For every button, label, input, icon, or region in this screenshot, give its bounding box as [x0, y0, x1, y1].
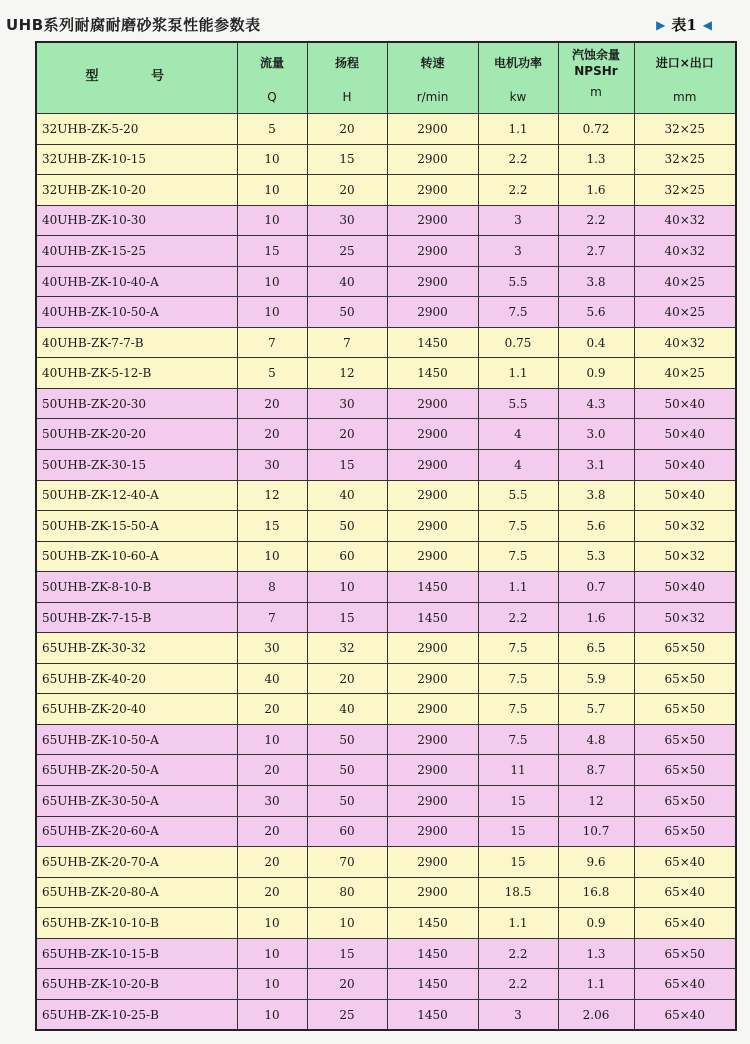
- head-cell: 25: [307, 236, 387, 267]
- motor-power-cell: 2.2: [478, 602, 558, 633]
- speed-cell: 2900: [387, 633, 478, 664]
- inlet-outlet-cell: 65×40: [634, 999, 736, 1030]
- npshr-cell: 5.7: [558, 694, 634, 725]
- triangle-left-icon: ◀: [702, 17, 712, 32]
- flow-cell: 30: [237, 450, 307, 481]
- flow-cell: 20: [237, 877, 307, 908]
- flow-cell: 15: [237, 511, 307, 542]
- motor-power-cell: 7.5: [478, 541, 558, 572]
- npshr-cell: 2.2: [558, 205, 634, 236]
- motor-power-cell: 7.5: [478, 694, 558, 725]
- head-cell: 30: [307, 388, 387, 419]
- flow-cell: 10: [237, 175, 307, 206]
- model-cell: 40UHB-ZK-10-40-A: [36, 266, 237, 297]
- model-cell: 65UHB-ZK-20-80-A: [36, 877, 237, 908]
- flow-cell: 30: [237, 786, 307, 817]
- flow-cell: 7: [237, 602, 307, 633]
- page-title: UHB系列耐腐耐磨砂浆泵性能参数表: [6, 16, 261, 34]
- model-cell: 65UHB-ZK-20-60-A: [36, 816, 237, 847]
- motor-power-cell: 1.1: [478, 358, 558, 389]
- speed-cell: 1450: [387, 969, 478, 1000]
- head-cell: 80: [307, 877, 387, 908]
- head-cell: 10: [307, 572, 387, 603]
- head-cell: 40: [307, 480, 387, 511]
- table-row: [36, 266, 736, 297]
- motor-power-cell: 15: [478, 816, 558, 847]
- npshr-cell: 8.7: [558, 755, 634, 786]
- npshr-cell: 1.6: [558, 175, 634, 206]
- motor-power-cell: 3: [478, 236, 558, 267]
- model-cell: 40UHB-ZK-7-7-B: [36, 327, 237, 358]
- speed-cell: 2900: [387, 266, 478, 297]
- speed-cell: 2900: [387, 297, 478, 328]
- column-header-speed: 转速 r/min: [387, 42, 478, 114]
- inlet-outlet-cell: 40×32: [634, 327, 736, 358]
- npshr-cell: 1.6: [558, 602, 634, 633]
- motor-power-cell: 7.5: [478, 724, 558, 755]
- head-cell: 50: [307, 786, 387, 817]
- npshr-cell: 5.6: [558, 511, 634, 542]
- motor-power-cell: 4: [478, 419, 558, 450]
- speed-cell: 2900: [387, 541, 478, 572]
- head-cell: 50: [307, 755, 387, 786]
- inlet-outlet-cell: 50×40: [634, 388, 736, 419]
- flow-cell: 10: [237, 969, 307, 1000]
- table-row: [36, 999, 736, 1030]
- inlet-outlet-cell: 65×40: [634, 847, 736, 878]
- head-cell: 32: [307, 633, 387, 664]
- table-row: [36, 663, 736, 694]
- table-row: [36, 633, 736, 664]
- motor-power-cell: 2.2: [478, 175, 558, 206]
- model-cell: 50UHB-ZK-15-50-A: [36, 511, 237, 542]
- npshr-cell: 0.72: [558, 114, 634, 145]
- model-cell: 65UHB-ZK-10-20-B: [36, 969, 237, 1000]
- table-row: [36, 144, 736, 175]
- table-row: [36, 419, 736, 450]
- inlet-outlet-cell: 65×50: [634, 786, 736, 817]
- model-cell: 32UHB-ZK-10-20: [36, 175, 237, 206]
- model-cell: 50UHB-ZK-8-10-B: [36, 572, 237, 603]
- motor-power-cell: 5.5: [478, 388, 558, 419]
- motor-power-cell: 5.5: [478, 266, 558, 297]
- table-row: [36, 755, 736, 786]
- inlet-outlet-cell: 40×32: [634, 236, 736, 267]
- inlet-outlet-cell: 65×50: [634, 663, 736, 694]
- model-cell: 50UHB-ZK-7-15-B: [36, 602, 237, 633]
- model-cell: 65UHB-ZK-20-40: [36, 694, 237, 725]
- head-cell: 60: [307, 541, 387, 572]
- column-header-model: 型 号: [36, 42, 237, 114]
- model-cell: 65UHB-ZK-10-10-B: [36, 908, 237, 939]
- motor-power-cell: 2.2: [478, 144, 558, 175]
- flow-cell: 20: [237, 755, 307, 786]
- head-cell: 25: [307, 999, 387, 1030]
- speed-cell: 1450: [387, 602, 478, 633]
- head-cell: 7: [307, 327, 387, 358]
- flow-cell: 20: [237, 847, 307, 878]
- flow-cell: 15: [237, 236, 307, 267]
- table-row: [36, 541, 736, 572]
- npshr-cell: 3.8: [558, 266, 634, 297]
- inlet-outlet-cell: 50×40: [634, 480, 736, 511]
- npshr-cell: 0.9: [558, 908, 634, 939]
- table-row: [36, 480, 736, 511]
- table-row: [36, 175, 736, 206]
- table-row: [36, 327, 736, 358]
- triangle-right-icon: ▶: [656, 17, 666, 32]
- motor-power-cell: 15: [478, 847, 558, 878]
- table-row: [36, 724, 736, 755]
- table-number: 表1: [671, 16, 697, 34]
- head-cell: 50: [307, 297, 387, 328]
- head-cell: 20: [307, 663, 387, 694]
- inlet-outlet-cell: 50×40: [634, 450, 736, 481]
- head-cell: 12: [307, 358, 387, 389]
- page-header: [0, 0, 750, 40]
- npshr-cell: 6.5: [558, 633, 634, 664]
- head-cell: 60: [307, 816, 387, 847]
- head-cell: 20: [307, 175, 387, 206]
- flow-cell: 12: [237, 480, 307, 511]
- npshr-cell: 16.8: [558, 877, 634, 908]
- flow-cell: 10: [237, 266, 307, 297]
- model-cell: 32UHB-ZK-10-15: [36, 144, 237, 175]
- speed-cell: 2900: [387, 388, 478, 419]
- motor-power-cell: 0.75: [478, 327, 558, 358]
- npshr-cell: 2.06: [558, 999, 634, 1030]
- column-header-inlet-outlet: 进口×出口 mm: [634, 42, 736, 114]
- inlet-outlet-cell: 50×40: [634, 572, 736, 603]
- speed-cell: 2900: [387, 419, 478, 450]
- npshr-cell: 0.9: [558, 358, 634, 389]
- motor-power-cell: 7.5: [478, 663, 558, 694]
- npshr-cell: 5.3: [558, 541, 634, 572]
- flow-cell: 10: [237, 205, 307, 236]
- speed-cell: 2900: [387, 114, 478, 145]
- speed-cell: 2900: [387, 480, 478, 511]
- flow-cell: 10: [237, 908, 307, 939]
- flow-cell: 40: [237, 663, 307, 694]
- speed-cell: 1450: [387, 327, 478, 358]
- column-header-flow: 流量 Q: [237, 42, 307, 114]
- npshr-cell: 1.3: [558, 938, 634, 969]
- motor-power-cell: 7.5: [478, 297, 558, 328]
- model-cell: 50UHB-ZK-12-40-A: [36, 480, 237, 511]
- inlet-outlet-cell: 65×50: [634, 816, 736, 847]
- table-row: [36, 450, 736, 481]
- speed-cell: 2900: [387, 816, 478, 847]
- npshr-cell: 5.9: [558, 663, 634, 694]
- motor-power-cell: 7.5: [478, 511, 558, 542]
- head-cell: 15: [307, 450, 387, 481]
- inlet-outlet-cell: 50×32: [634, 602, 736, 633]
- model-cell: 65UHB-ZK-10-15-B: [36, 938, 237, 969]
- npshr-cell: 4.3: [558, 388, 634, 419]
- inlet-outlet-cell: 65×40: [634, 969, 736, 1000]
- head-cell: 15: [307, 938, 387, 969]
- motor-power-cell: 4: [478, 450, 558, 481]
- motor-power-cell: 7.5: [478, 633, 558, 664]
- inlet-outlet-cell: 65×40: [634, 877, 736, 908]
- flow-cell: 10: [237, 144, 307, 175]
- speed-cell: 2900: [387, 877, 478, 908]
- motor-power-cell: 5.5: [478, 480, 558, 511]
- inlet-outlet-cell: 50×40: [634, 419, 736, 450]
- npshr-cell: 3.0: [558, 419, 634, 450]
- model-cell: 40UHB-ZK-10-30: [36, 205, 237, 236]
- speed-cell: 2900: [387, 786, 478, 817]
- inlet-outlet-cell: 40×25: [634, 266, 736, 297]
- head-cell: 10: [307, 908, 387, 939]
- model-cell: 65UHB-ZK-20-50-A: [36, 755, 237, 786]
- npshr-cell: 0.7: [558, 572, 634, 603]
- npshr-cell: 1.1: [558, 969, 634, 1000]
- npshr-cell: 0.4: [558, 327, 634, 358]
- model-cell: 32UHB-ZK-5-20: [36, 114, 237, 145]
- flow-cell: 30: [237, 633, 307, 664]
- model-cell: 65UHB-ZK-10-25-B: [36, 999, 237, 1030]
- table-row: [36, 511, 736, 542]
- speed-cell: 2900: [387, 724, 478, 755]
- motor-power-cell: 11: [478, 755, 558, 786]
- table-reference: [656, 14, 712, 35]
- npshr-cell: 3.1: [558, 450, 634, 481]
- model-cell: 65UHB-ZK-30-50-A: [36, 786, 237, 817]
- inlet-outlet-cell: 32×25: [634, 175, 736, 206]
- npshr-cell: 10.7: [558, 816, 634, 847]
- flow-cell: 10: [237, 999, 307, 1030]
- speed-cell: 2900: [387, 755, 478, 786]
- table-row: [36, 114, 736, 145]
- table-row: [36, 388, 736, 419]
- flow-cell: 10: [237, 938, 307, 969]
- model-cell: 65UHB-ZK-30-32: [36, 633, 237, 664]
- table-row: [36, 816, 736, 847]
- table-row: [36, 572, 736, 603]
- flow-cell: 10: [237, 541, 307, 572]
- head-cell: 20: [307, 969, 387, 1000]
- speed-cell: 2900: [387, 236, 478, 267]
- performance-table: [35, 41, 737, 1031]
- motor-power-cell: 2.2: [478, 969, 558, 1000]
- inlet-outlet-cell: 40×32: [634, 205, 736, 236]
- flow-cell: 8: [237, 572, 307, 603]
- head-cell: 40: [307, 266, 387, 297]
- speed-cell: 2900: [387, 511, 478, 542]
- model-cell: 50UHB-ZK-20-20: [36, 419, 237, 450]
- motor-power-cell: 15: [478, 786, 558, 817]
- inlet-outlet-cell: 50×32: [634, 541, 736, 572]
- speed-cell: 1450: [387, 358, 478, 389]
- head-cell: 50: [307, 724, 387, 755]
- speed-cell: 2900: [387, 205, 478, 236]
- flow-cell: 10: [237, 297, 307, 328]
- table-header-row: [36, 42, 736, 114]
- model-cell: 65UHB-ZK-20-70-A: [36, 847, 237, 878]
- head-cell: 15: [307, 144, 387, 175]
- flow-cell: 10: [237, 724, 307, 755]
- npshr-cell: 12: [558, 786, 634, 817]
- flow-cell: 7: [237, 327, 307, 358]
- inlet-outlet-cell: 32×25: [634, 144, 736, 175]
- inlet-outlet-cell: 65×40: [634, 908, 736, 939]
- model-cell: 50UHB-ZK-30-15: [36, 450, 237, 481]
- column-header-npshr: 汽蚀余量 NPSHr m: [558, 42, 634, 114]
- speed-cell: 2900: [387, 694, 478, 725]
- table-row: [36, 236, 736, 267]
- flow-cell: 20: [237, 816, 307, 847]
- table-row: [36, 908, 736, 939]
- table-row: [36, 877, 736, 908]
- head-cell: 20: [307, 114, 387, 145]
- flow-cell: 20: [237, 419, 307, 450]
- inlet-outlet-cell: 65×50: [634, 724, 736, 755]
- table-row: [36, 786, 736, 817]
- motor-power-cell: 2.2: [478, 938, 558, 969]
- model-cell: 40UHB-ZK-5-12-B: [36, 358, 237, 389]
- flow-cell: 20: [237, 694, 307, 725]
- npshr-cell: 1.3: [558, 144, 634, 175]
- speed-cell: 2900: [387, 175, 478, 206]
- motor-power-cell: 18.5: [478, 877, 558, 908]
- npshr-cell: 4.8: [558, 724, 634, 755]
- motor-power-cell: 3: [478, 205, 558, 236]
- model-cell: 40UHB-ZK-10-50-A: [36, 297, 237, 328]
- inlet-outlet-cell: 65×50: [634, 694, 736, 725]
- model-cell: 50UHB-ZK-20-30: [36, 388, 237, 419]
- head-cell: 30: [307, 205, 387, 236]
- motor-power-cell: 1.1: [478, 908, 558, 939]
- model-cell: 65UHB-ZK-40-20: [36, 663, 237, 694]
- table-row: [36, 602, 736, 633]
- motor-power-cell: 1.1: [478, 572, 558, 603]
- inlet-outlet-cell: 40×25: [634, 297, 736, 328]
- head-cell: 70: [307, 847, 387, 878]
- inlet-outlet-cell: 50×32: [634, 511, 736, 542]
- performance-table-container: [35, 41, 735, 1031]
- table-row: [36, 205, 736, 236]
- column-header-head: 扬程 H: [307, 42, 387, 114]
- table-row: [36, 969, 736, 1000]
- speed-cell: 2900: [387, 663, 478, 694]
- speed-cell: 1450: [387, 908, 478, 939]
- npshr-cell: 3.8: [558, 480, 634, 511]
- inlet-outlet-cell: 65×50: [634, 755, 736, 786]
- model-cell: 50UHB-ZK-10-60-A: [36, 541, 237, 572]
- npshr-cell: 5.6: [558, 297, 634, 328]
- table-row: [36, 847, 736, 878]
- flow-cell: 5: [237, 114, 307, 145]
- inlet-outlet-cell: 65×50: [634, 938, 736, 969]
- table-row: [36, 938, 736, 969]
- head-cell: 15: [307, 602, 387, 633]
- flow-cell: 20: [237, 388, 307, 419]
- model-cell: 65UHB-ZK-10-50-A: [36, 724, 237, 755]
- table-body: [36, 114, 736, 1031]
- table-row: [36, 297, 736, 328]
- flow-cell: 5: [237, 358, 307, 389]
- motor-power-cell: 3: [478, 999, 558, 1030]
- inlet-outlet-cell: 40×25: [634, 358, 736, 389]
- npshr-cell: 2.7: [558, 236, 634, 267]
- table-row: [36, 358, 736, 389]
- speed-cell: 2900: [387, 450, 478, 481]
- head-cell: 40: [307, 694, 387, 725]
- head-cell: 20: [307, 419, 387, 450]
- motor-power-cell: 1.1: [478, 114, 558, 145]
- inlet-outlet-cell: 32×25: [634, 114, 736, 145]
- speed-cell: 2900: [387, 144, 478, 175]
- table-row: [36, 694, 736, 725]
- inlet-outlet-cell: 65×50: [634, 633, 736, 664]
- speed-cell: 1450: [387, 999, 478, 1030]
- column-header-motor-power: 电机功率 kw: [478, 42, 558, 114]
- speed-cell: 1450: [387, 572, 478, 603]
- npshr-cell: 9.6: [558, 847, 634, 878]
- speed-cell: 1450: [387, 938, 478, 969]
- head-cell: 50: [307, 511, 387, 542]
- speed-cell: 2900: [387, 847, 478, 878]
- model-cell: 40UHB-ZK-15-25: [36, 236, 237, 267]
